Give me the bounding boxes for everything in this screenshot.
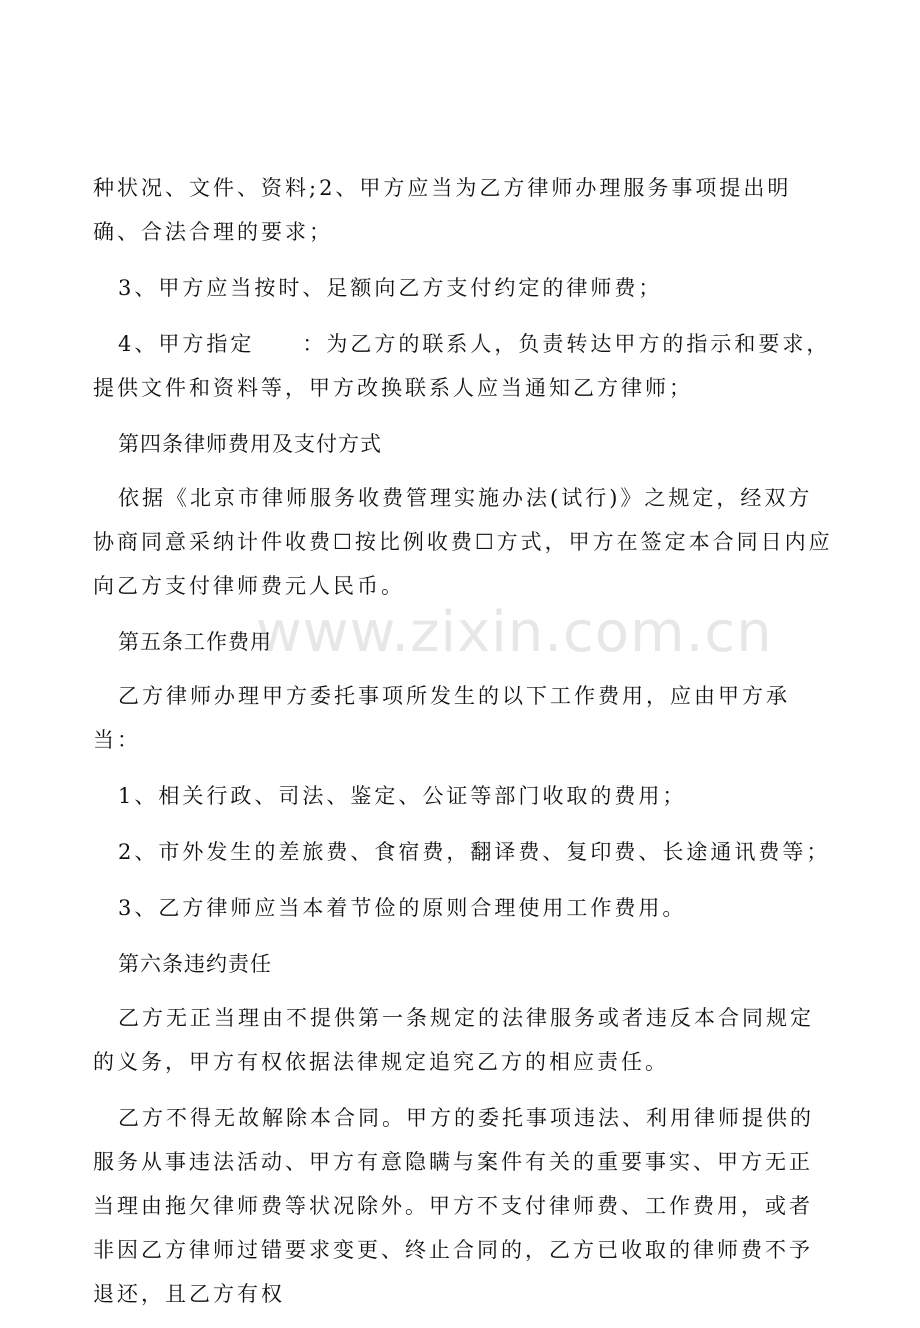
section-heading-5: 第五条工作费用 [118, 630, 272, 654]
section-heading-4: 第四条律师费用及支付方式 [118, 432, 382, 456]
paragraph-9: 2、市外发生的差旅费、食宿费，翻译费、复印费、长途通讯费等； [118, 840, 831, 864]
section-heading-6: 第六条违约责任 [118, 952, 272, 976]
paragraph-3: 4、甲方指定 ：为乙方的联系人，负责转达甲方的指示和要求，提供文件和资料等，甲方改换联系人应当通知乙方律师； [93, 332, 831, 400]
paragraph-12: 乙方无正当理由不提供第一条规定的法律服务或者违反本合同规定的义务，甲方有权依据法律规定追究乙方的相应责任。 [93, 1006, 814, 1074]
paragraph-10: 3、乙方律师应当本着节俭的原则合理使用工作费用。 [118, 896, 687, 920]
paragraph-1: 种状况、文件、资料;2、甲方应当为乙方律师办理服务事项提出明确、合法合理的要求； [93, 176, 792, 244]
paragraph-2: 3、甲方应当按时、足额向乙方支付约定的律师费； [118, 276, 663, 300]
paragraph-13: 乙方不得无故解除本合同。甲方的委托事项违法、利用律师提供的服务从事违法活动、甲方有意隐瞒与案件有关的重要事实、甲方无正当理由拖欠律师费等状况除外。甲方不支付律师费、工作费用，或者非因乙方律师过错要求变更、终止合同的，乙方已收取的律师费不予退还，且乙方有权 [93, 1106, 814, 1306]
watermark-text: www.zixin.com.cn [256, 600, 773, 665]
paragraph-5: 依据《北京市律师服务收费管理实施办法(试行)》之规定，经双方协商同意采纳计件收费☐按比例收费☐方式，甲方在签定本合同日内应向乙方支付律师费元人民币。 [93, 486, 833, 598]
paragraph-7: 乙方律师办理甲方委托事项所发生的以下工作费用，应由甲方承当： [93, 684, 790, 752]
paragraph-8: 1、相关行政、司法、鉴定、公证等部门收取的费用； [118, 784, 687, 808]
document-body [93, 166, 833, 1328]
